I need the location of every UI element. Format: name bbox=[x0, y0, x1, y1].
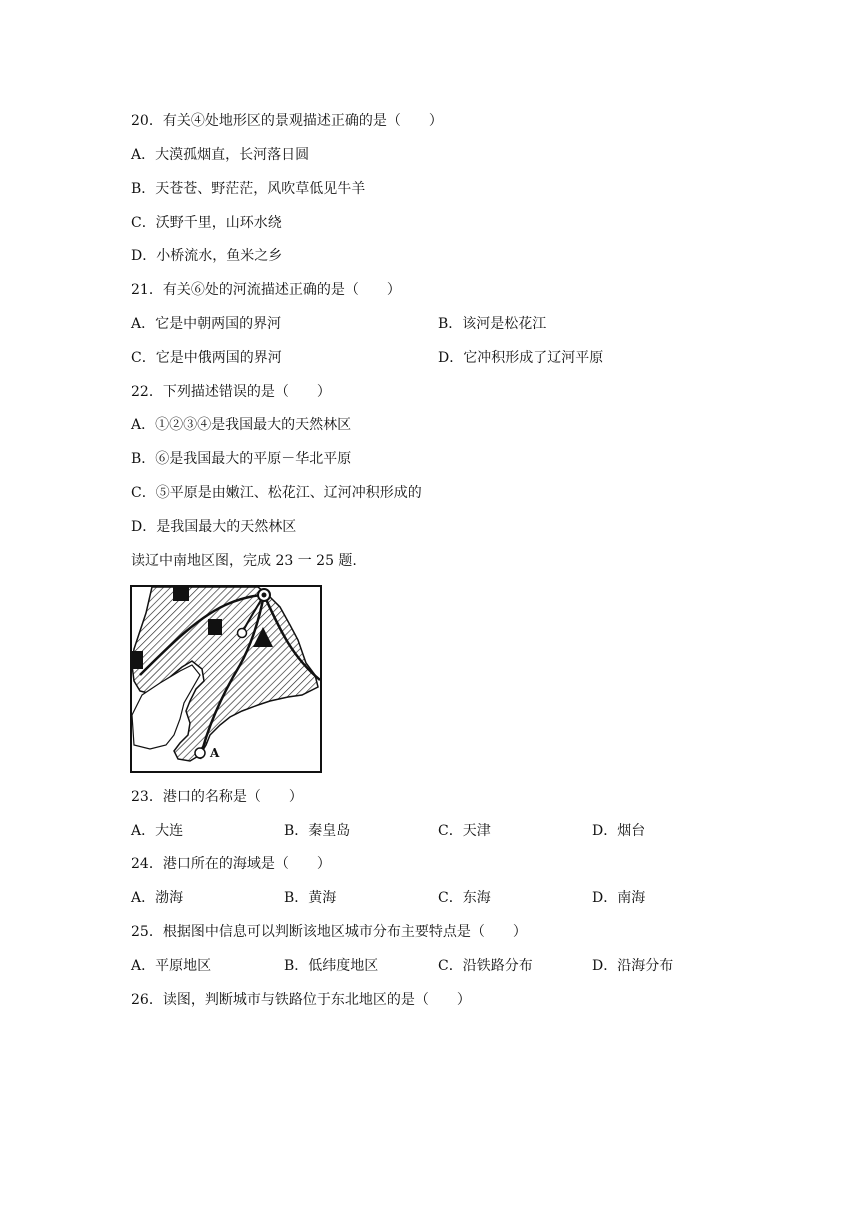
city-marker bbox=[238, 629, 247, 638]
q23-option-c: C．天津 bbox=[438, 823, 491, 839]
q23-stem: 23．港口的名称是（ ） bbox=[131, 789, 303, 805]
q20-stem: 20．有关④处地形区的景观描述正确的是（ ） bbox=[131, 113, 443, 129]
q22-option-b: B．⑥是我国最大的平原－华北平原 bbox=[131, 451, 352, 467]
map-label-a: A bbox=[210, 746, 220, 760]
q25-option-c: C．沿铁路分布 bbox=[438, 958, 533, 974]
q25-option-a: A．平原地区 bbox=[131, 958, 212, 974]
q24-option-b: B．黄海 bbox=[284, 890, 337, 906]
q24-option-c: C．东海 bbox=[438, 890, 491, 906]
q25-option-d: D．沿海分布 bbox=[592, 958, 674, 974]
q21-option-c: C．它是中俄两国的界河 bbox=[131, 350, 282, 366]
coal-square-icon bbox=[208, 619, 222, 635]
port-city-marker bbox=[195, 748, 205, 758]
liaozhongnan-map bbox=[130, 585, 322, 773]
q24-stem: 24．港口所在的海域是（ ） bbox=[131, 856, 331, 872]
q23-option-d: D．烟台 bbox=[592, 823, 646, 839]
q22-option-a: A．①②③④是我国最大的天然林区 bbox=[131, 417, 352, 433]
q25-stem: 25．根据图中信息可以判断该地区城市分布主要特点是（ ） bbox=[131, 924, 527, 940]
q25-option-b: B．低纬度地区 bbox=[284, 958, 379, 974]
q23-option-b: B．秦皇岛 bbox=[284, 823, 351, 839]
q20-option-b: B．天苍苍、野茫茫，风吹草低见牛羊 bbox=[131, 181, 366, 197]
coal-square-icon bbox=[173, 585, 189, 601]
q22-option-d: D．是我国最大的天然林区 bbox=[131, 519, 297, 535]
q26-stem: 26．读图，判断城市与铁路位于东北地区的是（ ） bbox=[131, 992, 471, 1008]
map-intro: 读辽中南地区图，完成 23 一 25 题. bbox=[131, 553, 357, 569]
q20-option-d: D．小桥流水，鱼米之乡 bbox=[131, 248, 283, 264]
q24-option-d: D．南海 bbox=[592, 890, 646, 906]
q24-option-a: A．渤海 bbox=[131, 890, 184, 906]
q22-stem: 22．下列描述错误的是（ ） bbox=[131, 384, 331, 400]
q20-option-a: A．大漠孤烟直，长河落日圆 bbox=[131, 147, 310, 163]
q22-option-c: C．⑤平原是由嫩江、松花江、辽河冲积形成的 bbox=[131, 485, 422, 501]
q21-option-a: A．它是中朝两国的界河 bbox=[131, 316, 282, 332]
q20-option-c: C．沃野千里，山环水绕 bbox=[131, 215, 282, 231]
q21-option-b: B．该河是松花江 bbox=[438, 316, 547, 332]
capital-city-marker bbox=[262, 593, 267, 598]
q23-option-a: A．大连 bbox=[131, 823, 184, 839]
q21-option-d: D．它冲积形成了辽河平原 bbox=[438, 350, 604, 366]
q21-stem: 21．有关⑥处的河流描述正确的是（ ） bbox=[131, 282, 401, 298]
coal-square-icon bbox=[131, 651, 143, 669]
